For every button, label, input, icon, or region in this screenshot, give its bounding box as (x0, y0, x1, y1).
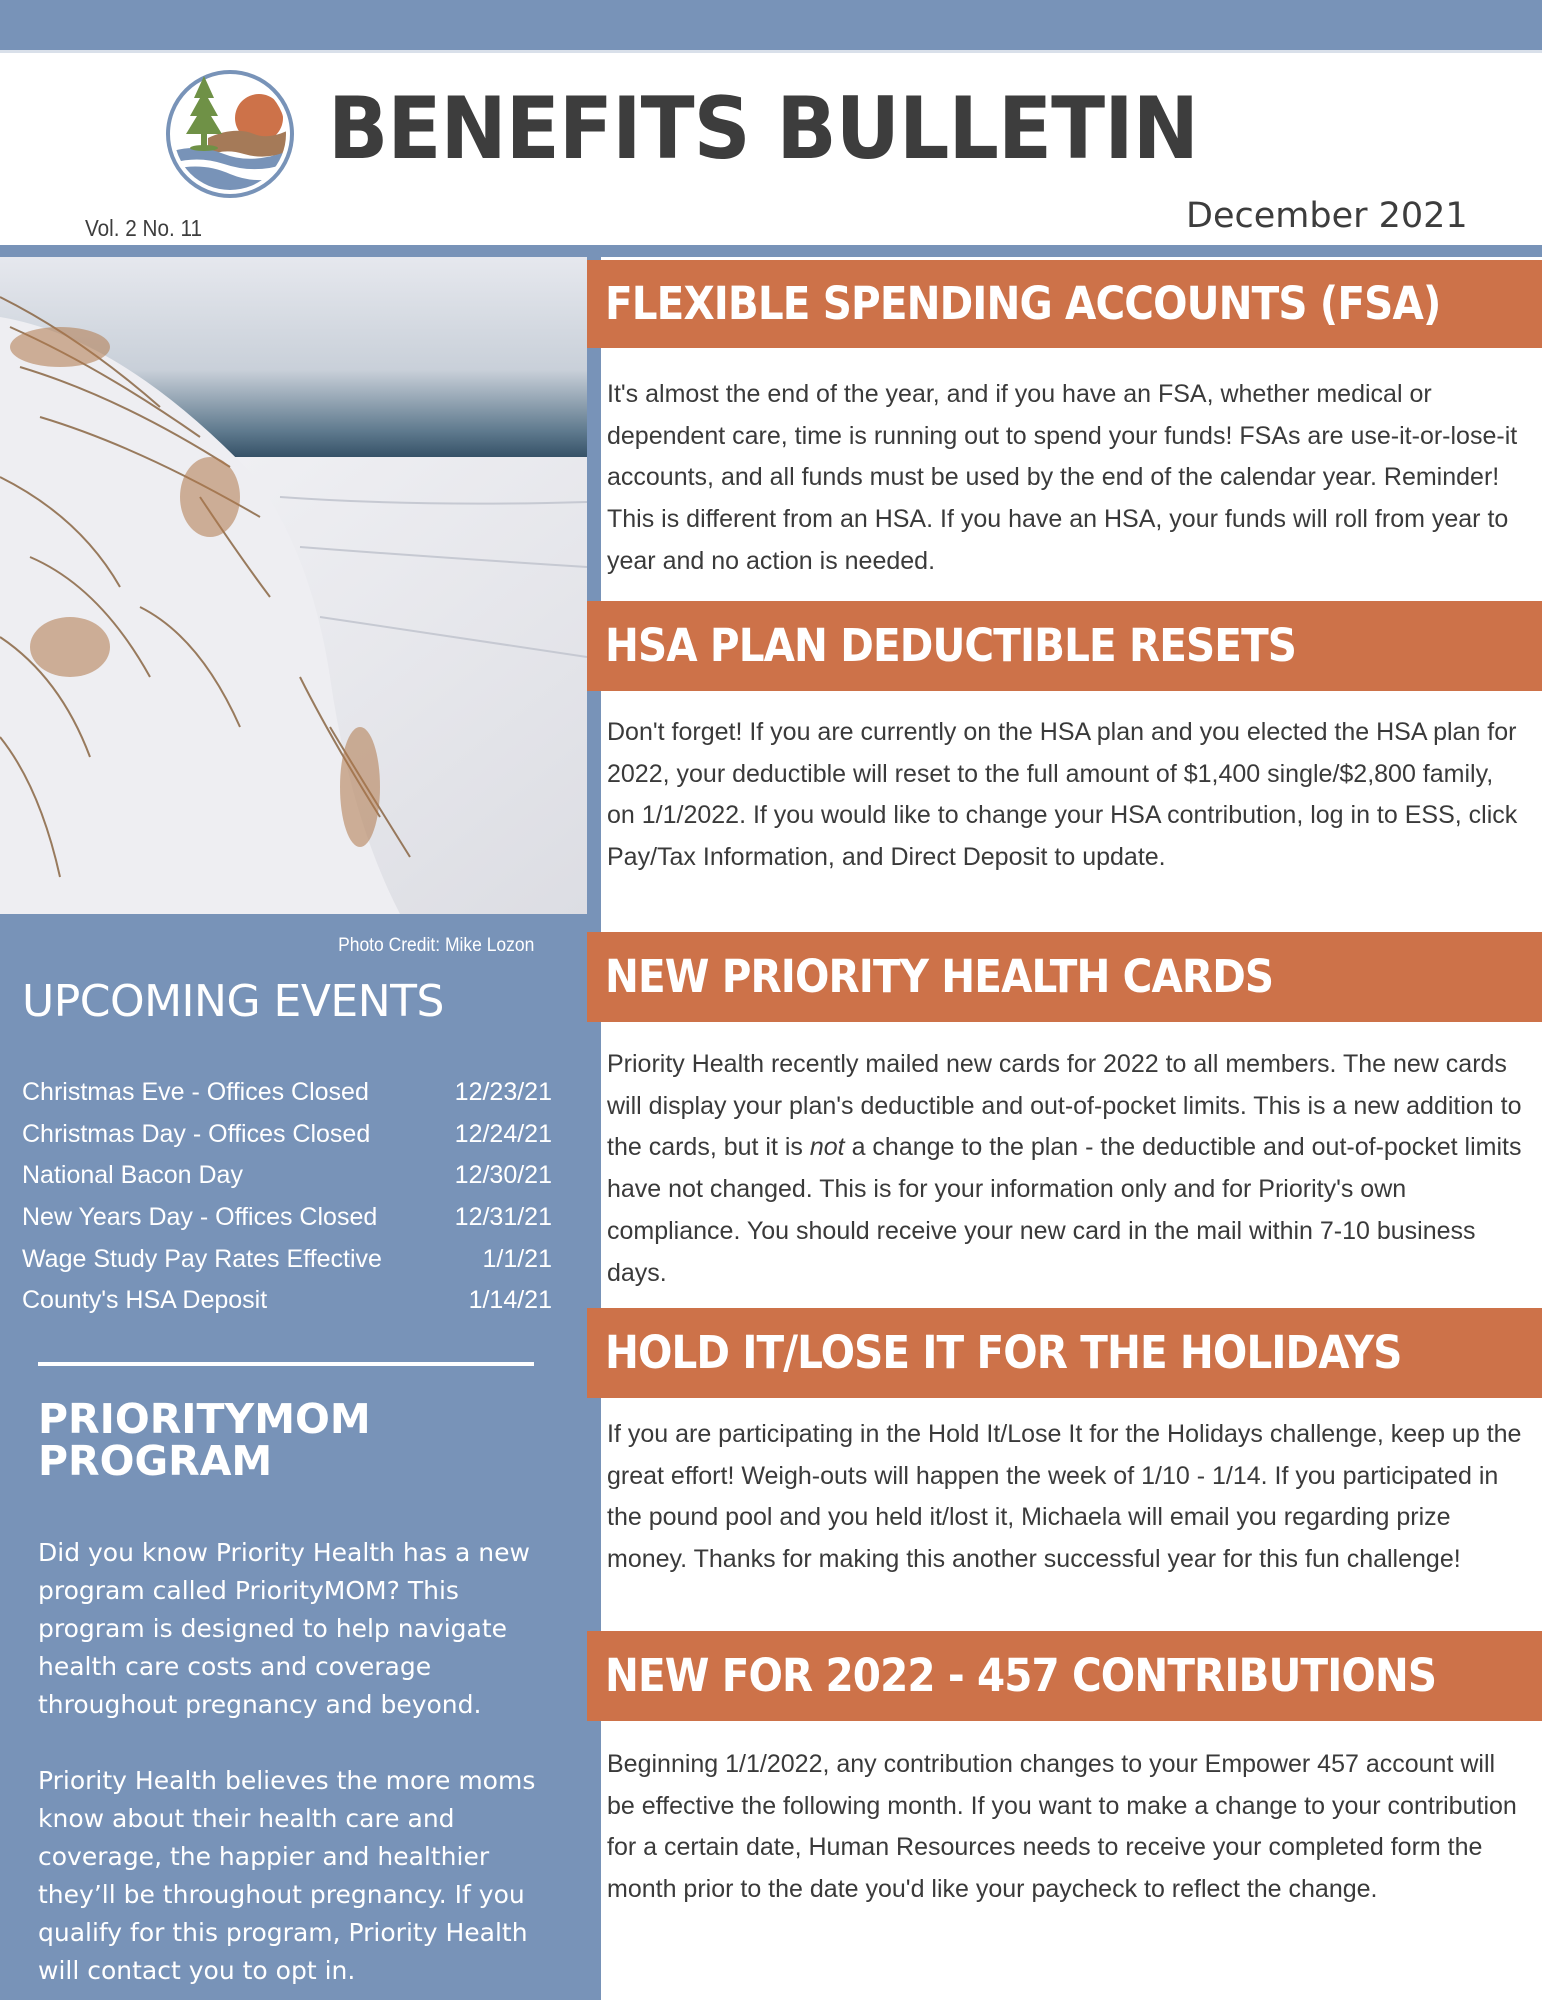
article-body: If you are participating in the Hold It/Lose It for the Holidays challenge, keep up the great effort! Weigh-outs will happen the week of 1/10 - 1/14. If you participated in the pound pool and you held it/lost it, Michaela will email you regarding prize money. Thanks for making this another successful year for this fun challenge! (607, 1414, 1527, 1581)
newsletter-title: BENEFITS BULLETIN (328, 79, 1199, 179)
article-heading: HSA PLAN DEDUCTIBLE RESETS (587, 601, 1542, 691)
event-name: County's HSA Deposit (22, 1286, 268, 1315)
masthead (0, 53, 1542, 245)
article-heading: FLEXIBLE SPENDING ACCOUNTS (FSA) (587, 260, 1542, 348)
sidebar-divider (38, 1362, 534, 1366)
event-item (22, 1155, 552, 1197)
sidebar (0, 914, 587, 2000)
event-item (22, 1114, 552, 1156)
article-body: It's almost the end of the year, and if you have an FSA, whether medical or dependent care, time is running out to spend your funds! FSAs are use-it-or-lose-it accounts, and all funds must be used by the end of the calendar year. Reminder! This is different from an HSA. If you have an HSA, your funds will roll from year to year and no action is needed. (607, 374, 1527, 583)
event-item (22, 1239, 552, 1281)
top-color-band (0, 0, 1542, 50)
event-name: Christmas Day - Offices Closed (22, 1119, 371, 1148)
cover-photo (0, 257, 587, 914)
article-body: Don't forget! If you are currently on the HSA plan and you elected the HSA plan for 2022, your deductible will reset to the full amount of $1,400 single/$2,800 family, on 1/1/2022. If you would like to change your HSA contribution, log in to ESS, click Pay/Tax Information, and Direct Deposit to update. (607, 712, 1527, 879)
event-date: 12/30/21 (454, 1161, 552, 1190)
event-date: 12/31/21 (454, 1203, 552, 1232)
article-heading: NEW FOR 2022 - 457 CONTRIBUTIONS (587, 1631, 1542, 1721)
county-logo-icon (164, 68, 296, 200)
prioritymom-body (38, 1534, 548, 2000)
event-date: 12/23/21 (454, 1078, 552, 1106)
main-articles (587, 257, 1542, 2000)
event-item (22, 1197, 552, 1239)
event-date: 12/24/21 (454, 1119, 552, 1148)
event-item (22, 1280, 552, 1322)
event-date: 1/14/21 (468, 1286, 552, 1315)
article-heading: HOLD IT/LOSE IT FOR THE HOLIDAYS (587, 1308, 1542, 1398)
article-heading: NEW PRIORITY HEALTH CARDS (587, 932, 1542, 1022)
photo-credit: Photo Credit: Mike Lozon (337, 935, 534, 956)
upcoming-events-heading: UPCOMING EVENTS (22, 976, 444, 1027)
masthead-divider-band (0, 245, 1542, 257)
issue-date: December 2021 (1186, 196, 1468, 236)
prioritymom-paragraph: Priority Health believes the more moms know about their health care and coverage, the happier and healthier they’ll be throughout pregnancy. If you qualify for this program, Priority Health will contact you to opt in. (38, 1766, 536, 1985)
snowy-dune-photo-icon (0, 257, 587, 914)
article-body: Priority Health recently mailed new cards for 2022 to all members. The new cards will display your plan's deductible and out-of-pocket limits. This is a new addition to the cards, but it is not a change to the plan - the deductible and out-of-pocket limits have not changed. This is for your information only and for Priority's own compliance. You should receive your new card in the mail within 7-10 business days. (607, 1044, 1527, 1294)
article-body: Beginning 1/1/2022, any contribution changes to your Empower 457 account will be effective the following month. If you want to make a change to your contribution for a certain date, Human Resources needs to receive your completed form the month prior to the date you'd like your paycheck to reflect the change. (607, 1744, 1527, 1911)
event-name: Wage Study Pay Rates Effective (22, 1244, 382, 1273)
event-name: New Years Day - Offices Closed (22, 1203, 378, 1232)
emphasis-text: not (809, 1133, 845, 1162)
events-list (22, 1072, 552, 1322)
volume-number: Vol. 2 No. 11 (85, 215, 202, 241)
event-item (22, 1072, 552, 1114)
prioritymom-paragraph: Did you know Priority Health has a new program called PriorityMOM? This program is designed to help navigate health care costs and coverage throughout pregnancy and beyond. (38, 1538, 530, 1719)
event-name: National Bacon Day (22, 1161, 243, 1190)
event-name: Christmas Eve - Offices Closed (22, 1078, 369, 1106)
event-date: 1/1/21 (482, 1244, 552, 1273)
prioritymom-heading: PRIORITYMOM PROGRAM (38, 1395, 371, 1485)
